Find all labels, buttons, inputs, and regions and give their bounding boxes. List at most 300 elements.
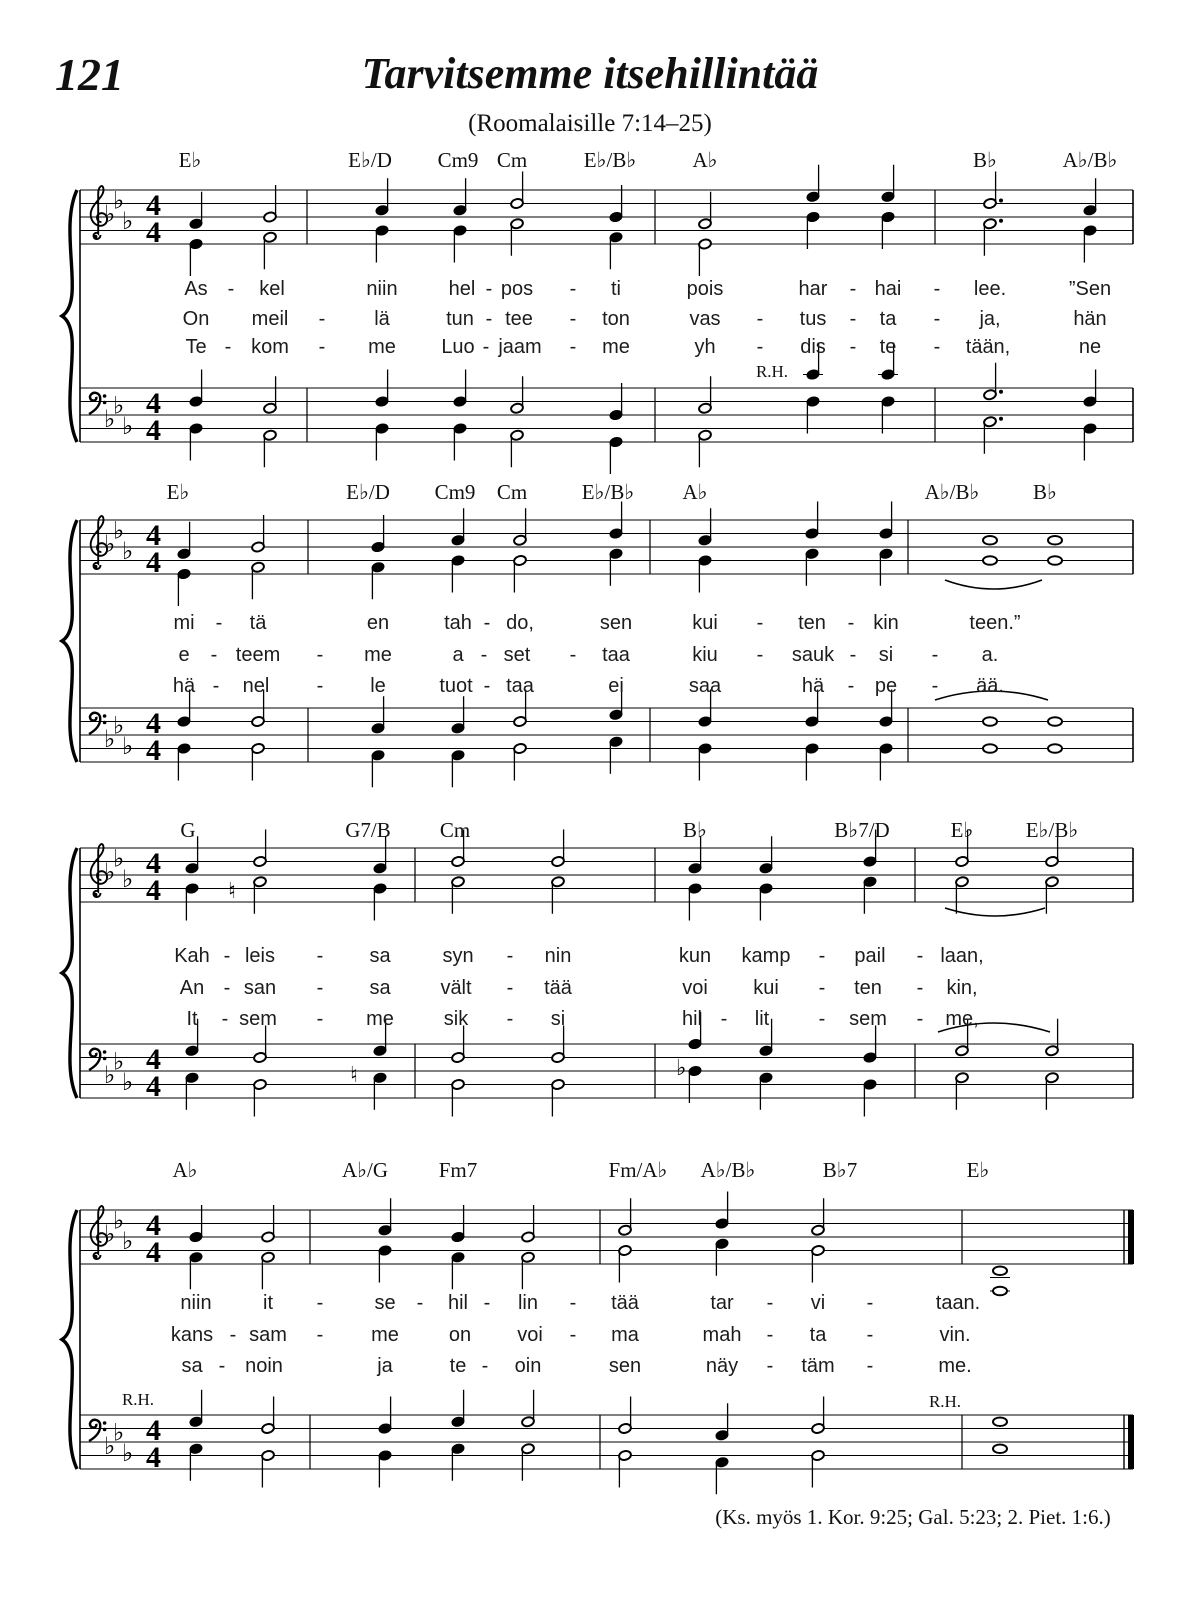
notehead <box>177 716 191 727</box>
lyric-syllable: sik <box>443 1008 469 1030</box>
notehead <box>609 736 623 747</box>
lyric-syllable: syn <box>442 945 474 967</box>
lyric-syllable: teem <box>235 644 281 666</box>
notehead <box>806 369 820 380</box>
chord-label: A♭ <box>172 1158 198 1182</box>
notehead <box>1048 556 1062 565</box>
notehead <box>879 548 893 559</box>
notehead <box>983 416 997 427</box>
notehead <box>378 1423 392 1434</box>
notehead <box>263 232 277 243</box>
tie-slur <box>945 908 1045 916</box>
notehead <box>261 1450 275 1461</box>
lyric-syllable: taa <box>602 644 630 666</box>
lyric-hyphen: - <box>316 1324 324 1346</box>
flat-sign: ♭ <box>104 725 116 753</box>
lyric-hyphen: - <box>933 308 941 330</box>
chord-label: E♭ <box>178 148 202 172</box>
notehead <box>609 548 623 559</box>
chord-label: E♭/B♭ <box>581 480 635 504</box>
lyric-syllable: tun <box>446 308 474 330</box>
lyric-syllable: noin <box>245 1355 283 1377</box>
lyric-syllable: On <box>182 308 210 330</box>
lyric-syllable: vin. <box>939 1324 971 1346</box>
notehead <box>879 716 893 727</box>
chord-label: Cm <box>496 480 528 504</box>
notehead <box>261 1231 275 1242</box>
lyric-hyphen: - <box>218 1355 226 1377</box>
lyric-hyphen: - <box>483 675 491 697</box>
lyric-hyphen: - <box>210 644 218 666</box>
notehead <box>521 1231 535 1242</box>
lyric-hyphen: - <box>318 336 326 358</box>
lyric-hyphen: - <box>756 644 764 666</box>
notehead <box>698 403 712 414</box>
lyric-hyphen: - <box>227 278 235 300</box>
lyric-syllable: me <box>371 1324 399 1346</box>
lyric-syllable: ja <box>377 1355 393 1377</box>
lyric-syllable: Kah <box>174 945 210 967</box>
notehead <box>805 548 819 559</box>
lyric-syllable: hai <box>874 278 902 300</box>
lyric-syllable: nel <box>242 675 270 697</box>
notehead <box>955 1045 969 1056</box>
flat-sign: ♭ <box>104 1061 116 1089</box>
lyric-hyphen: - <box>849 278 857 300</box>
lyric-syllable: tää <box>611 1292 639 1314</box>
lyric-syllable: ti <box>611 278 621 300</box>
notehead <box>759 863 773 874</box>
system-brace <box>62 520 77 762</box>
notehead <box>1083 205 1097 216</box>
notehead <box>698 743 712 754</box>
notehead <box>185 883 199 894</box>
lyric-hyphen: - <box>849 308 857 330</box>
lyric-hyphen: - <box>916 1008 924 1030</box>
notehead <box>263 430 277 441</box>
notehead <box>688 1038 702 1049</box>
rh-mark: R.H. <box>121 1390 155 1409</box>
lyric-hyphen: - <box>318 308 326 330</box>
lyric-hyphen: - <box>756 308 764 330</box>
flat-sign: ♭ <box>113 186 125 215</box>
lyric-syllable: tää <box>544 977 572 999</box>
notehead <box>251 743 265 754</box>
lyric-syllable: si <box>878 644 894 666</box>
notehead <box>251 716 265 727</box>
notehead <box>759 1072 773 1083</box>
time-signature: 4 <box>146 1236 161 1269</box>
flat-sign: ♭ <box>104 530 116 558</box>
lyric-hyphen: - <box>482 336 490 358</box>
notehead <box>451 876 465 887</box>
notehead <box>688 1065 702 1076</box>
time-signature: 4 <box>146 1414 161 1447</box>
chord-label: A♭/B♭ <box>1062 148 1118 172</box>
notehead <box>983 556 997 565</box>
notehead <box>879 528 893 539</box>
lyric-syllable: ten <box>798 612 826 634</box>
notehead <box>253 856 267 867</box>
notehead <box>513 555 527 566</box>
lyric-hyphen: - <box>316 945 324 967</box>
lyric-syllable: sem <box>849 1008 887 1030</box>
time-signature: 4 <box>146 1209 161 1242</box>
lyric-syllable: hil <box>447 1292 469 1314</box>
chord-label: B♭ <box>683 818 707 842</box>
lyric-syllable: kiu <box>692 644 718 666</box>
lyric-syllable: san <box>243 977 277 999</box>
notehead <box>375 205 389 216</box>
lyric-hyphen: - <box>416 1292 424 1314</box>
notehead <box>451 856 465 867</box>
lyric-syllable: taa <box>506 675 534 697</box>
flat-sign: ♭ <box>113 844 125 873</box>
lyric-syllable: oin <box>514 1355 542 1377</box>
lyric-hyphen: - <box>847 612 855 634</box>
lyric-hyphen: - <box>569 1324 577 1346</box>
notehead <box>551 876 565 887</box>
hymn-title: Tarvitsemme itsehillintää <box>361 49 819 98</box>
notehead <box>451 750 465 761</box>
notehead <box>806 191 820 202</box>
lyric-hyphen: - <box>866 1355 874 1377</box>
lyric-syllable: taan. <box>935 1292 981 1314</box>
chord-label: E♭ <box>966 1158 990 1182</box>
notehead <box>185 1072 199 1083</box>
lyric-hyphen: - <box>480 644 488 666</box>
lyric-hyphen: - <box>866 1292 874 1314</box>
chord-label: A♭ <box>692 148 718 172</box>
notehead <box>378 1450 392 1461</box>
lyric-syllable: voi <box>517 1324 543 1346</box>
lyric-hyphen: - <box>223 977 231 999</box>
notehead <box>863 1079 877 1090</box>
lyric-syllable: niin <box>366 278 398 300</box>
lyric-hyphen: - <box>849 336 857 358</box>
lyric-syllable: dis <box>800 336 826 358</box>
lyric-syllable: hä <box>172 675 196 697</box>
lyric-hyphen: - <box>916 945 924 967</box>
lyric-syllable: te <box>449 1355 467 1377</box>
lyric-syllable: hel <box>448 278 476 300</box>
lyric-hyphen: - <box>720 1008 728 1030</box>
notehead <box>371 562 385 573</box>
lyric-syllable: sem <box>239 1008 277 1030</box>
lyric-syllable: me <box>368 336 396 358</box>
time-signature: 4 <box>146 847 161 880</box>
lyric-hyphen: - <box>847 675 855 697</box>
notehead <box>811 1450 825 1461</box>
notehead <box>881 396 895 407</box>
lyric-hyphen: - <box>316 977 324 999</box>
lyric-syllable: lee. <box>973 278 1007 300</box>
notehead <box>1048 536 1062 545</box>
lyric-hyphen: - <box>933 278 941 300</box>
lyric-syllable: me <box>364 644 392 666</box>
notehead <box>177 568 191 579</box>
notehead <box>253 876 267 887</box>
notehead <box>373 1072 387 1083</box>
lyric-syllable: kom <box>251 336 289 358</box>
lyric-hyphen: - <box>569 1292 577 1314</box>
lyric-syllable: tä <box>249 612 267 634</box>
notehead <box>373 883 387 894</box>
tie-slur <box>945 580 1042 589</box>
lyric-syllable: meil <box>251 308 289 330</box>
chord-label: B♭ <box>973 148 997 172</box>
lyric-hyphen: - <box>766 1292 774 1314</box>
notehead <box>521 1416 535 1427</box>
lyric-syllable: ei <box>608 675 624 697</box>
lyric-syllable: hän <box>1073 308 1107 330</box>
notehead <box>451 555 465 566</box>
lyric-hyphen: - <box>916 977 924 999</box>
system-brace <box>62 190 77 442</box>
lyric-syllable: kui <box>753 977 779 999</box>
flat-sign: ♭ <box>113 391 125 420</box>
lyric-syllable: niin <box>180 1292 212 1314</box>
notehead <box>698 238 712 249</box>
notehead <box>811 1245 825 1256</box>
notehead <box>453 423 467 434</box>
lyric-hyphen: - <box>818 977 826 999</box>
time-signature: 4 <box>146 387 161 420</box>
notehead <box>451 1252 465 1263</box>
notehead <box>806 396 820 407</box>
notehead <box>698 430 712 441</box>
lyric-syllable: nin <box>544 945 572 967</box>
flat-sign: ♭ <box>104 858 116 886</box>
chord-label: Cm9 <box>437 148 479 172</box>
notehead <box>881 211 895 222</box>
lyric-syllable: kun <box>678 945 712 967</box>
flat-sign: ♭ <box>122 865 134 893</box>
lyric-syllable: ne <box>1078 336 1102 358</box>
lyric-syllable: kans <box>170 1324 214 1346</box>
lyric-syllable: me. <box>938 1355 972 1377</box>
lyric-syllable: pos <box>500 278 534 300</box>
lyric-syllable: le <box>370 675 386 697</box>
lyric-hyphen: - <box>569 644 577 666</box>
lyric-syllable: ta <box>879 308 897 330</box>
notehead <box>451 1079 465 1090</box>
notehead <box>1045 1072 1059 1083</box>
notehead <box>881 369 895 380</box>
flat-sign: ♭ <box>113 711 125 740</box>
lyric-syllable: vält <box>440 977 472 999</box>
flat-sign: ♭ <box>104 1432 116 1460</box>
chord-label: E♭/B♭ <box>583 148 637 172</box>
notehead <box>510 403 524 414</box>
notehead <box>609 528 623 539</box>
lyric-hyphen: - <box>316 1008 324 1030</box>
flat-sign: ♭ <box>113 1206 125 1235</box>
lyric-syllable: hil <box>681 1008 703 1030</box>
notehead <box>263 211 277 222</box>
lyric-syllable: set <box>503 644 531 666</box>
lyric-syllable: kin, <box>946 977 978 999</box>
lyric-syllable: ta <box>809 1324 827 1346</box>
lyric-syllable: sa <box>369 977 391 999</box>
notehead <box>1048 717 1062 726</box>
notehead <box>805 528 819 539</box>
notehead <box>177 548 191 559</box>
lyric-hyphen: - <box>221 1008 229 1030</box>
notehead <box>863 856 877 867</box>
time-signature: 4 <box>146 707 161 740</box>
lyric-syllable: en <box>366 612 390 634</box>
lyric-syllable: se <box>374 1292 396 1314</box>
lyric-syllable: yh <box>694 336 716 358</box>
flat-sign: ♭ <box>122 412 134 440</box>
lyric-syllable: si <box>550 1008 566 1030</box>
lyric-syllable: täm <box>801 1355 835 1377</box>
notehead <box>805 716 819 727</box>
notehead <box>375 225 389 236</box>
notehead <box>177 743 191 754</box>
lyric-syllable: sa <box>181 1355 203 1377</box>
lyric-hyphen: - <box>506 1008 514 1030</box>
notehead <box>261 1252 275 1263</box>
notehead <box>955 876 969 887</box>
notehead <box>698 555 712 566</box>
lyric-syllable: vas <box>689 308 721 330</box>
lyric-syllable: kamp <box>741 945 791 967</box>
chord-label: E♭ <box>950 818 974 842</box>
notehead <box>881 191 895 202</box>
notehead <box>251 541 265 552</box>
lyric-syllable: voi <box>682 977 708 999</box>
notehead <box>863 876 877 887</box>
chord-label: B♭7/D <box>834 818 890 842</box>
notehead <box>513 716 527 727</box>
time-signature: 4 <box>146 734 161 767</box>
lyric-syllable: e <box>178 644 190 666</box>
footer-reference: (Ks. myös 1. Kor. 9:25; Gal. 5:23; 2. Piet. 1:6.) <box>715 1505 1111 1529</box>
notehead <box>185 1045 199 1056</box>
notehead <box>551 1079 565 1090</box>
lyric-syllable: laan, <box>940 945 984 967</box>
notehead <box>1045 856 1059 867</box>
notehead <box>618 1225 632 1236</box>
chord-label: Cm9 <box>434 480 476 504</box>
notehead <box>451 1231 465 1242</box>
lyric-hyphen: - <box>756 612 764 634</box>
lyric-syllable: It <box>186 1008 198 1030</box>
lyric-syllable: mah <box>702 1324 742 1346</box>
lyric-syllable: tus <box>799 308 827 330</box>
lyric-hyphen: - <box>483 1292 491 1314</box>
lyric-hyphen: - <box>818 1008 826 1030</box>
lyric-hyphen: - <box>483 612 491 634</box>
flat-sign: ♭ <box>122 537 134 565</box>
notehead <box>983 389 997 400</box>
notehead <box>806 211 820 222</box>
time-signature: 4 <box>146 874 161 907</box>
notehead <box>521 1443 535 1454</box>
lyric-syllable: lit <box>754 1008 770 1030</box>
lyric-syllable: An <box>179 977 205 999</box>
notehead <box>373 863 387 874</box>
lyric-syllable: me <box>366 1008 394 1030</box>
lyric-hyphen: - <box>933 336 941 358</box>
notehead <box>618 1245 632 1256</box>
lyric-syllable: me, <box>945 1008 979 1030</box>
notehead <box>811 1225 825 1236</box>
notehead <box>375 396 389 407</box>
notehead <box>983 198 997 209</box>
lyric-hyphen: - <box>212 675 220 697</box>
notehead <box>715 1457 729 1468</box>
time-signature: 4 <box>146 1441 161 1474</box>
lyric-hyphen: - <box>316 1292 324 1314</box>
notehead <box>1083 225 1097 236</box>
notehead <box>189 218 203 229</box>
chord-label: A♭/B♭ <box>700 1158 756 1182</box>
lyric-syllable: ”Sen <box>1068 278 1112 300</box>
notehead <box>189 423 203 434</box>
notehead <box>189 1443 203 1454</box>
notehead <box>1048 744 1062 753</box>
notehead <box>551 856 565 867</box>
notehead <box>715 1430 729 1441</box>
notehead <box>688 863 702 874</box>
lyric-syllable: on <box>448 1324 472 1346</box>
lyric-hyphen: - <box>224 336 232 358</box>
chord-label: E♭/D <box>346 480 390 504</box>
notehead <box>983 536 997 545</box>
notehead <box>261 1423 275 1434</box>
time-signature: 4 <box>146 546 161 579</box>
notehead <box>371 750 385 761</box>
notehead <box>371 541 385 552</box>
notehead <box>451 1416 465 1427</box>
notehead <box>451 723 465 734</box>
notehead <box>551 1052 565 1063</box>
lyric-syllable: Luo <box>441 336 475 358</box>
lyric-syllable: kui <box>692 612 718 634</box>
notehead <box>715 1218 729 1229</box>
flat-sign: ♭ <box>122 1439 134 1467</box>
lyric-syllable: mi <box>173 612 195 634</box>
notehead <box>510 198 524 209</box>
lyric-hyphen: - <box>215 612 223 634</box>
notehead <box>609 709 623 720</box>
lyric-hyphen: - <box>229 1324 237 1346</box>
lyric-syllable: hä <box>801 675 825 697</box>
notehead <box>189 396 203 407</box>
notehead <box>993 1444 1007 1453</box>
notehead <box>955 856 969 867</box>
notehead <box>189 1231 203 1242</box>
lyric-syllable: sam <box>249 1324 287 1346</box>
lyric-syllable: tah <box>444 612 472 634</box>
lyric-hyphen: - <box>569 336 577 358</box>
chord-label: B♭7 <box>822 1158 858 1182</box>
notehead <box>983 717 997 726</box>
flat-sign: ♭ <box>104 405 116 433</box>
lyric-syllable: te <box>879 336 897 358</box>
rh-mark: R.H. <box>755 362 789 381</box>
accidental-sign: ♮ <box>228 879 236 904</box>
notehead <box>453 225 467 236</box>
flat-sign: ♭ <box>122 207 134 235</box>
notehead <box>698 716 712 727</box>
notehead <box>618 1423 632 1434</box>
flat-sign: ♭ <box>122 1227 134 1255</box>
notehead <box>453 396 467 407</box>
